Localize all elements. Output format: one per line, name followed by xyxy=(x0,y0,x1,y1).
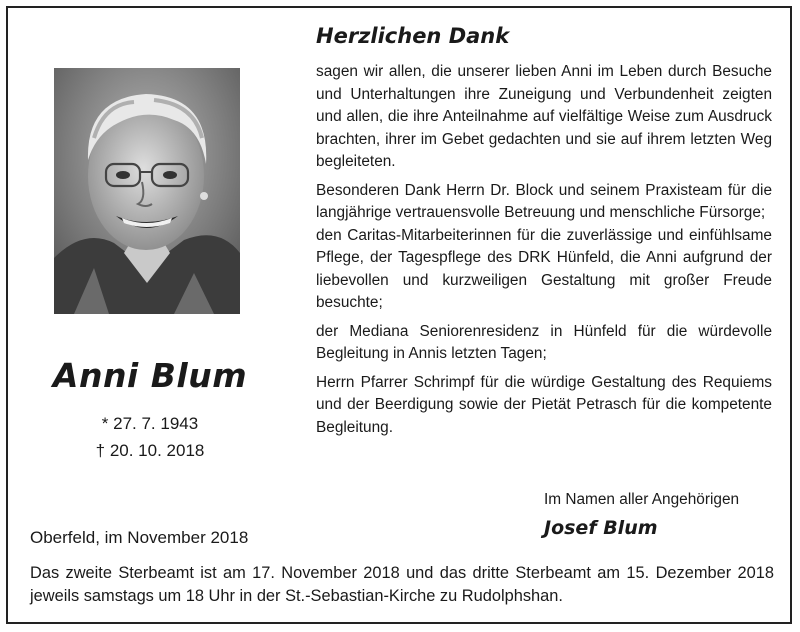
thanks-paragraph: Herrn Pfarrer Schrimpf für die würdige Gestaltung des Requiems und der Beerdigung sowie der Pietät Petrasch für die kompetente Begleitung. xyxy=(316,373,772,436)
signer-name: Josef Blum xyxy=(544,517,658,539)
place-date: Oberfeld, im November 2018 xyxy=(30,528,249,547)
deceased-name: Anni Blum xyxy=(52,356,248,395)
thanks-paragraph: sagen wir allen, die unserer lieben Anni im Leben durch Besuche und Unterhaltungen ihre Zuneigung und Verbundenheit zeigten und allen, die ihre Anteilnahme auf vielfältige Weise zum Ausdruck brachten, ihrer im Gebet gedachten und sie auf ihrem letzten Weg begleiteten. xyxy=(316,63,772,170)
thanks-heading: Herzlichen Dank xyxy=(316,24,510,48)
thanks-section xyxy=(316,24,772,445)
portrait-photo xyxy=(54,68,240,314)
death-date: † 20. 10. 2018 xyxy=(95,441,205,460)
thanks-paragraph: der Mediana Seniorenresidenz in Hünfeld für die würdevolle Begleitung in Annis letzten Tagen; xyxy=(316,322,772,362)
thanks-paragraph: den Caritas-Mitarbeiterinnen für die zuverlässige und einfühlsame Pflege, der Tagespflege des DRK Hünfeld, die Anni aufgrund der liebevollen und kurzweiligen Gestaltung mit großer Freude besuchte; xyxy=(316,226,772,311)
on-behalf-line: Im Namen aller Angehörigen xyxy=(544,491,740,508)
thanks-paragraph: Besonderen Dank Herrn Dr. Block und seinem Praxisteam für die langjährige vertrauensvolle Betreuung und menschliche Fürsorge; xyxy=(316,181,772,221)
footer-notice: Das zweite Sterbeamt ist am 17. November 2018 und das dritte Sterbeamt am 15. Dezember 2018 jeweils samstags um 18 Uhr in der St.-Sebastian-Kirche zu Rudolphshan. xyxy=(30,564,774,605)
signature-block xyxy=(544,489,774,539)
birth-date: * 27. 7. 1943 xyxy=(101,414,199,433)
